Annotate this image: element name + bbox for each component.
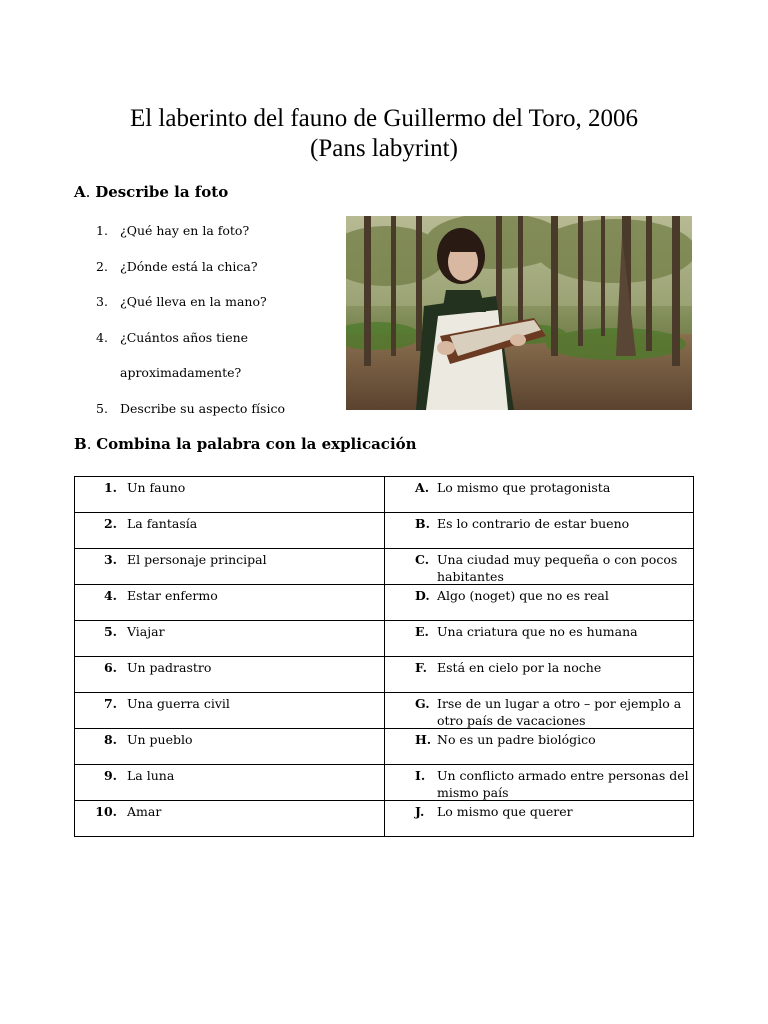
definition-letter: I. <box>415 768 426 783</box>
definition-text: Lo mismo que protagonista <box>437 480 611 495</box>
question-text: ¿Qué hay en la foto? <box>120 223 250 238</box>
film-still-photo <box>346 216 692 410</box>
term-number: 5. <box>103 624 117 639</box>
definition-text: Irse de un lugar a otro – por ejemplo a otro país de vacaciones <box>437 696 682 728</box>
term-text: Viajar <box>127 624 165 639</box>
question-text: ¿Cuántos años tiene <box>120 329 249 345</box>
definition-cell <box>385 801 694 837</box>
matching-table <box>74 476 694 837</box>
definition-cell <box>385 549 694 585</box>
term-text: Estar enfermo <box>127 588 218 603</box>
definition-letter: A. <box>415 480 430 495</box>
term-number: 3. <box>103 552 117 567</box>
definition-text: Un conflicto armado entre personas del mismo país <box>437 768 689 800</box>
definition-text: Algo (noget) que no es real <box>437 588 609 603</box>
table-row <box>75 801 694 837</box>
definition-cell <box>385 765 694 801</box>
definition-letter: B. <box>415 516 430 531</box>
definition-letter: C. <box>415 552 430 567</box>
term-cell <box>75 621 385 657</box>
term-cell <box>75 513 385 549</box>
term-text: Un padrastro <box>127 660 212 675</box>
question-number: 3. <box>96 294 108 309</box>
document-title <box>0 104 768 164</box>
term-cell <box>75 477 385 513</box>
term-cell <box>75 585 385 621</box>
term-cell <box>75 657 385 693</box>
section-a-heading: A. Describe la foto <box>74 183 229 201</box>
table-row <box>75 693 694 729</box>
question-number: 1. <box>96 223 108 238</box>
title-line-1: El laberinto del fauno de Guillermo del Toro, 2006 <box>129 105 639 132</box>
question-text: ¿Dónde está la chica? <box>120 258 258 274</box>
definition-cell <box>385 693 694 729</box>
definition-text: Lo mismo que querer <box>437 804 573 819</box>
table-row <box>75 729 694 765</box>
definition-letter: E. <box>415 624 429 639</box>
question-text: aproximadamente? <box>120 365 242 380</box>
term-number: 9. <box>103 768 117 783</box>
term-text: La luna <box>127 768 175 783</box>
term-number: 6. <box>103 660 117 675</box>
section-b-title: Combina la palabra con la explicación <box>96 435 417 453</box>
question-number: 4. <box>96 329 108 345</box>
question-number: 5. <box>96 400 108 416</box>
section-a-letter: A <box>74 183 86 201</box>
table-row <box>75 549 694 585</box>
definition-text: Una ciudad muy pequeña o con pocos habitantes <box>437 552 678 584</box>
definition-letter: H. <box>415 732 432 747</box>
term-cell <box>75 693 385 729</box>
term-cell <box>75 801 385 837</box>
question-number: 2. <box>96 258 108 274</box>
term-number: 2. <box>103 516 117 531</box>
definition-cell <box>385 729 694 765</box>
definition-letter: G. <box>415 696 430 711</box>
table-row <box>75 585 694 621</box>
definition-letter: D. <box>415 588 430 603</box>
section-a-title: Describe la foto <box>95 183 229 201</box>
question-text: ¿Qué lleva en la mano? <box>120 294 267 309</box>
table-row <box>75 477 694 513</box>
definition-cell <box>385 585 694 621</box>
definition-cell <box>385 513 694 549</box>
term-text: La fantasía <box>127 516 198 531</box>
term-cell <box>75 549 385 585</box>
table-row <box>75 657 694 693</box>
term-number: 4. <box>103 588 117 603</box>
term-number: 7. <box>103 696 117 711</box>
term-number: 8. <box>103 732 117 747</box>
term-text: Una guerra civil <box>127 696 230 711</box>
table-row <box>75 621 694 657</box>
definition-text: Está en cielo por la noche <box>437 660 602 675</box>
term-text: El personaje principal <box>127 552 267 567</box>
definition-text: Es lo contrario de estar bueno <box>437 516 630 531</box>
definition-cell <box>385 621 694 657</box>
section-b-letter: B <box>74 435 87 453</box>
question-text: Describe su aspecto físico <box>120 400 285 416</box>
title-line-2: (Pans labyrint) <box>310 135 458 162</box>
definition-text: No es un padre biológico <box>437 732 596 747</box>
term-cell <box>75 729 385 765</box>
table-row <box>75 513 694 549</box>
definition-cell <box>385 657 694 693</box>
term-number: 1. <box>103 480 117 495</box>
section-b-heading: B. Combina la palabra con la explicación <box>74 435 417 453</box>
term-cell <box>75 765 385 801</box>
term-text: Amar <box>127 804 162 819</box>
definition-letter: J. <box>415 804 425 819</box>
term-text: Un fauno <box>127 480 186 495</box>
definition-cell <box>385 477 694 513</box>
term-number: 10. <box>95 804 117 819</box>
table-row <box>75 765 694 801</box>
definition-letter: F. <box>415 660 427 675</box>
definition-text: Una criatura que no es humana <box>437 624 638 639</box>
term-text: Un pueblo <box>127 732 193 747</box>
